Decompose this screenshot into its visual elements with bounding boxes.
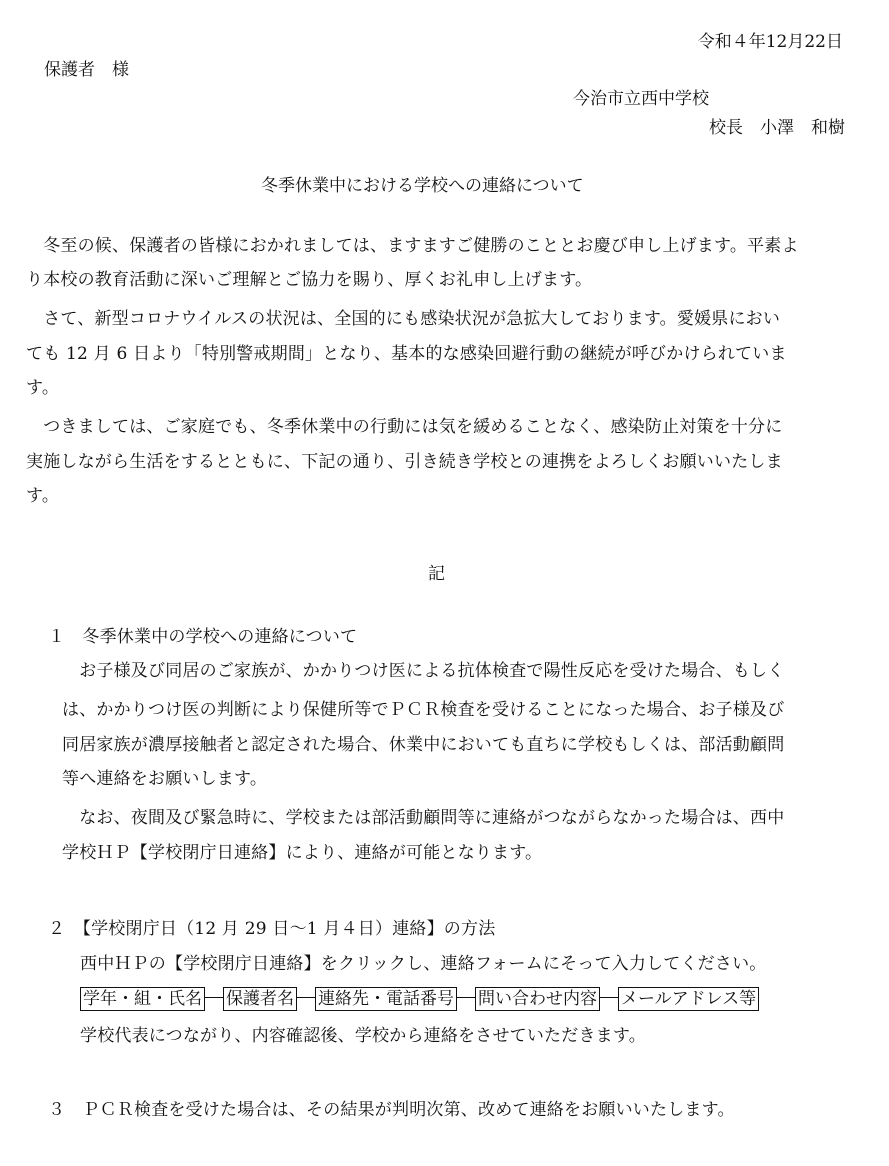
section-1-line: なお、夜間及び緊急時に、学校または部活動顧問等に連絡がつながらなかった場合は、西中: [62, 808, 785, 828]
section-1-line: 学校ＨＰ【学校閉庁日連絡】により、連絡が可能となります。: [62, 843, 543, 863]
school-name: 今治市立西中学校: [573, 89, 709, 109]
intro-line: り本校の教育活動に深いご理解とご協力を賜り、厚くお礼申し上げます。: [26, 270, 593, 290]
section-2-heading: ２ 【学校閉庁日（12 月 29 日～1 月４日）連絡】の方法: [48, 919, 496, 939]
form-flow: [80, 987, 759, 1011]
intro-line: す。: [26, 378, 60, 398]
flow-step: 学年・組・氏名: [80, 987, 205, 1011]
arrow-right-icon: [457, 997, 475, 998]
arrow-right-icon: [297, 997, 315, 998]
section-1-line: お子様及び同居のご家族が、かかりつけ医による抗体検査で陽性反応を受けた場合、もしく: [62, 661, 785, 681]
document-title: 冬季休業中における学校への連絡について: [261, 176, 584, 196]
section-1-line: は、かかりつけ医の判断により保健所等でＰＣＲ検査を受けることになった場合、お子様及び: [62, 700, 785, 720]
intro-line: 実施しながら生活をするとともに、下記の通り、引き続き学校との連携をよろしくお願いいたしま: [26, 452, 783, 472]
intro-line: さて、新型コロナウイルスの状況は、全国的にも感染状況が急拡大しております。愛媛県におい: [26, 309, 781, 329]
intro-line: 冬至の候、保護者の皆様におかれましては、ますますご健勝のこととお慶び申し上げます。平素よ: [26, 236, 799, 256]
principal-name: 校長 小澤 和樹: [709, 118, 845, 138]
section-1-line: 等へ連絡をお願いします。: [62, 769, 268, 789]
section-1-heading: １ 冬季休業中の学校への連絡について: [48, 627, 358, 647]
flow-step: 問い合わせ内容: [475, 987, 600, 1011]
flow-step: メールアドレス等: [618, 987, 759, 1011]
intro-line: す。: [26, 486, 60, 506]
recipient: 保護者 様: [44, 60, 129, 80]
section-3-heading: ３ ＰＣＲ検査を受けた場合は、その結果が判明次第、改めて連絡をお願いいたします。: [48, 1100, 735, 1120]
section-2-line: 西中ＨＰの【学校閉庁日連絡】をクリックし、連絡フォームにそって入力してください。: [80, 954, 767, 974]
arrow-right-icon: [205, 997, 223, 998]
document-date: 令和４年12月22日: [697, 32, 843, 52]
intro-line: つきましては、ご家庭でも、冬季休業中の行動には気を緩めることなく、感染防止対策を十分に: [26, 417, 783, 437]
intro-line: ても 12 月 6 日より「特別警戒期間」となり、基本的な感染回避行動の継続が呼びかけられていま: [26, 344, 787, 364]
ki-heading: 記: [428, 564, 445, 584]
flow-step: 保護者名: [223, 987, 297, 1011]
flow-step: 連絡先・電話番号: [315, 987, 457, 1011]
section-2-line: 学校代表につながり、内容確認後、学校から連絡をさせていただきます。: [80, 1026, 646, 1046]
section-1-line: 同居家族が濃厚接触者と認定された場合、休業中においても直ちに学校もしくは、部活動顧問: [62, 735, 785, 755]
arrow-right-icon: [600, 997, 618, 998]
